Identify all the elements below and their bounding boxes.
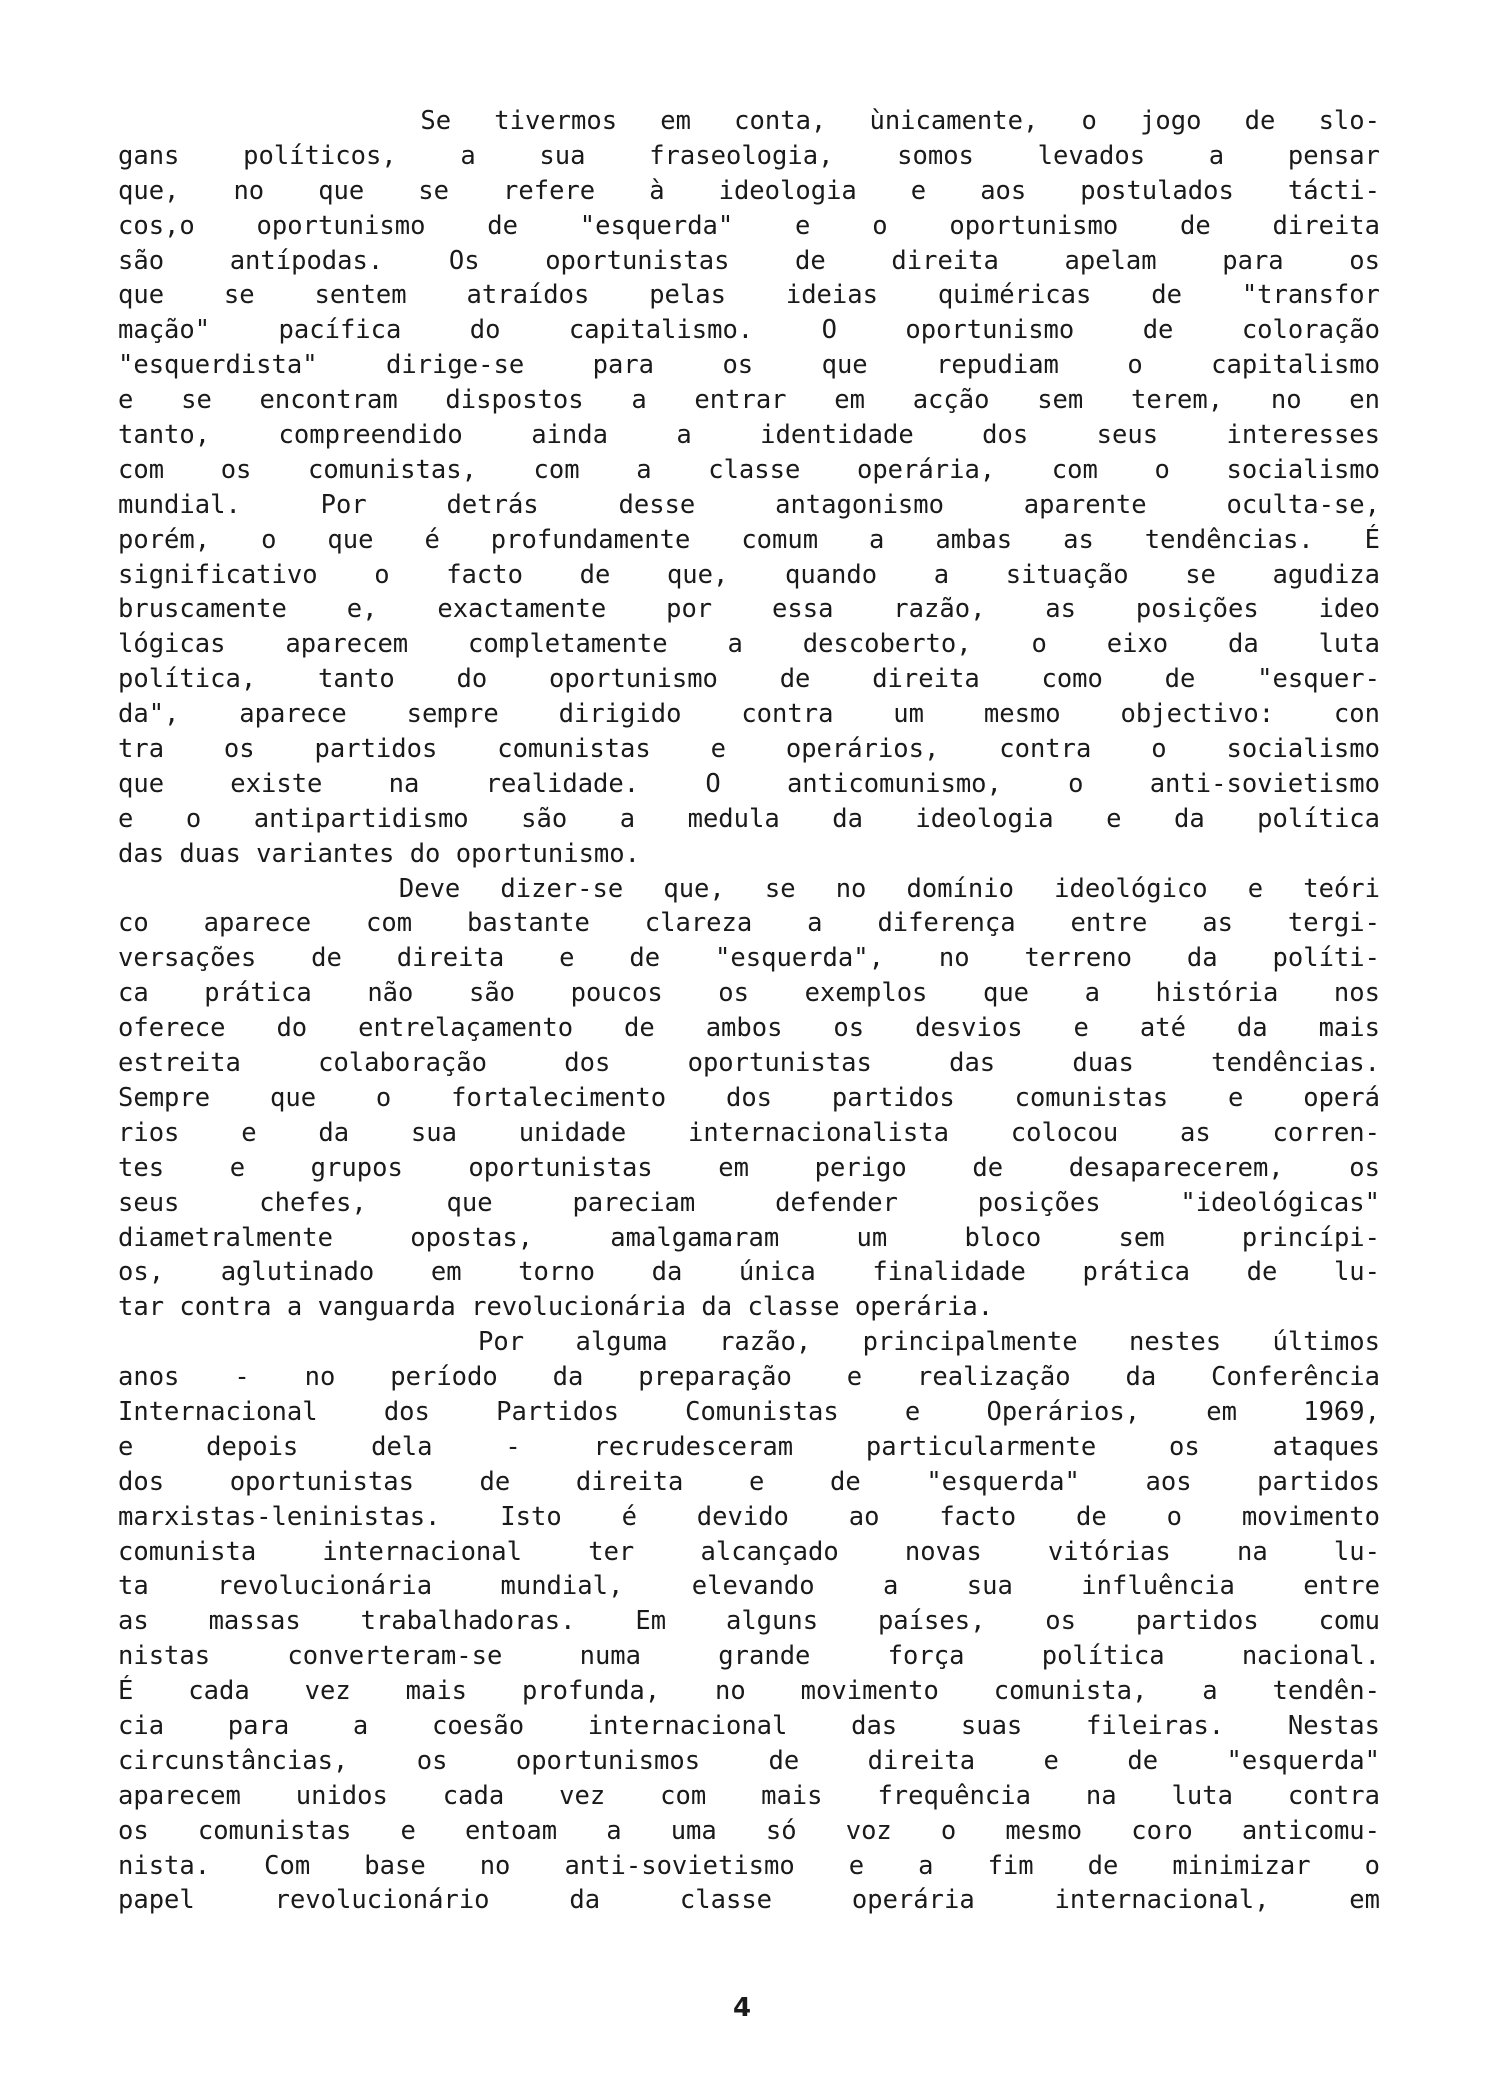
text-line: co aparece com bastante clareza a diferença entre as tergi- bbox=[118, 908, 1380, 939]
text-line: que se sentem atraídos pelas ideias quiméricas de "transfor bbox=[118, 280, 1380, 311]
text-line: que, no que se refere à ideologia e aos postulados tácti- bbox=[118, 175, 1380, 206]
text-line: tar contra a vanguarda revolucionária da classe operária. bbox=[118, 1292, 994, 1323]
text-line: É cada vez mais profunda, no movimento comunista, a tendên- bbox=[118, 1676, 1380, 1707]
text-line: Por alguma razão, principalmente nestes últimos bbox=[118, 1327, 1380, 1358]
text-line: e se encontram dispostos a entrar em acção sem terem, no en bbox=[118, 385, 1380, 416]
text-line: das duas variantes do oportunismo. bbox=[118, 838, 640, 869]
text-line: os comunistas e entoam a uma só voz o mesmo coro anticomu- bbox=[118, 1815, 1380, 1846]
text-line: nista. Com base no anti-sovietismo e a fim de minimizar o bbox=[118, 1850, 1380, 1881]
text-line: tanto, compreendido ainda a identidade dos seus interesses bbox=[118, 420, 1380, 451]
text-line: marxistas-leninistas. Isto é devido ao facto de o movimento bbox=[118, 1501, 1380, 1532]
text-line: e depois dela - recrudesceram particularmente os ataques bbox=[118, 1431, 1380, 1462]
text-line: estreita colaboração dos oportunistas das duas tendências. bbox=[118, 1048, 1380, 1079]
text-line: ca prática não são poucos os exemplos que a história nos bbox=[118, 978, 1380, 1009]
text-line: gans políticos, a sua fraseologia, somos levados a pensar bbox=[118, 140, 1380, 171]
text-line: tes e grupos oportunistas em perigo de desaparecerem, os bbox=[118, 1152, 1380, 1183]
text-line: os, aglutinado em torno da única finalidade prática de lu- bbox=[118, 1257, 1380, 1288]
text-line: rios e da sua unidade internacionalista colocou as corren- bbox=[118, 1117, 1380, 1148]
text-line: significativo o facto de que, quando a situação se agudiza bbox=[118, 559, 1380, 590]
text-line: Se tivermos em conta, ùnicamente, o jogo de slo- bbox=[118, 106, 1380, 136]
text-line: diametralmente opostas, amalgamaram um bloco sem princípi- bbox=[118, 1222, 1380, 1253]
body-text bbox=[118, 104, 1380, 1918]
text-line: versações de direita e de "esquerda", no terreno da políti- bbox=[118, 943, 1380, 974]
text-line: cia para a coesão internacional das suas fileiras. Nestas bbox=[118, 1710, 1380, 1741]
text-line: lógicas aparecem completamente a descoberto, o eixo da luta bbox=[118, 629, 1380, 660]
text-line: cos,o oportunismo de "esquerda" e o oportunismo de direita bbox=[118, 210, 1380, 241]
text-line: mação" pacífica do capitalismo. O oportunismo de coloração bbox=[118, 315, 1380, 346]
text-line: tra os partidos comunistas e operários, contra o socialismo bbox=[118, 734, 1380, 765]
text-line: dos oportunistas de direita e de "esquerda" aos partidos bbox=[118, 1466, 1380, 1497]
text-line: e o antipartidismo são a medula da ideologia e da política bbox=[118, 803, 1380, 834]
text-line: com os comunistas, com a classe operária, com o socialismo bbox=[118, 454, 1380, 485]
text-line: Deve dizer-se que, se no domínio ideológico e teóri bbox=[118, 873, 1380, 904]
text-line: da", aparece sempre dirigido contra um mesmo objectivo: con bbox=[118, 699, 1380, 730]
text-line: Sempre que o fortalecimento dos partidos comunistas e operá bbox=[118, 1082, 1380, 1113]
text-line: mundial. Por detrás desse antagonismo aparente oculta-se, bbox=[118, 489, 1380, 520]
text-line: nistas converteram-se numa grande força política nacional. bbox=[118, 1641, 1380, 1672]
text-line: porém, o que é profundamente comum a ambas as tendências. É bbox=[118, 524, 1380, 555]
text-line: Internacional dos Partidos Comunistas e Operários, em 1969, bbox=[118, 1396, 1380, 1427]
text-line: anos - no período da preparação e realização da Conferência bbox=[118, 1362, 1380, 1393]
text-line: oferece do entrelaçamento de ambos os desvios e até da mais bbox=[118, 1013, 1380, 1044]
text-line: seus chefes, que pareciam defender posições "ideológicas" bbox=[118, 1187, 1380, 1218]
text-line: comunista internacional ter alcançado novas vitórias na lu- bbox=[118, 1536, 1380, 1567]
text-line: aparecem unidos cada vez com mais frequência na luta contra bbox=[118, 1780, 1380, 1811]
text-line: circunstâncias, os oportunismos de direita e de "esquerda" bbox=[118, 1745, 1380, 1776]
text-line: que existe na realidade. O anticomunismo, o anti-sovietismo bbox=[118, 768, 1380, 799]
text-line: são antípodas. Os oportunistas de direita apelam para os bbox=[118, 245, 1380, 276]
text-line: bruscamente e, exactamente por essa razão, as posições ideo bbox=[118, 594, 1380, 625]
text-line: ta revolucionária mundial, elevando a sua influência entre bbox=[118, 1571, 1380, 1602]
page-number: 4 bbox=[732, 1993, 752, 2023]
text-line: papel revolucionário da classe operária internacional, em bbox=[118, 1885, 1380, 1916]
text-line: as massas trabalhadoras. Em alguns países, os partidos comu bbox=[118, 1606, 1380, 1637]
text-line: "esquerdista" dirige-se para os que repudiam o capitalismo bbox=[118, 350, 1380, 381]
text-line: política, tanto do oportunismo de direita como de "esquer- bbox=[118, 664, 1380, 695]
